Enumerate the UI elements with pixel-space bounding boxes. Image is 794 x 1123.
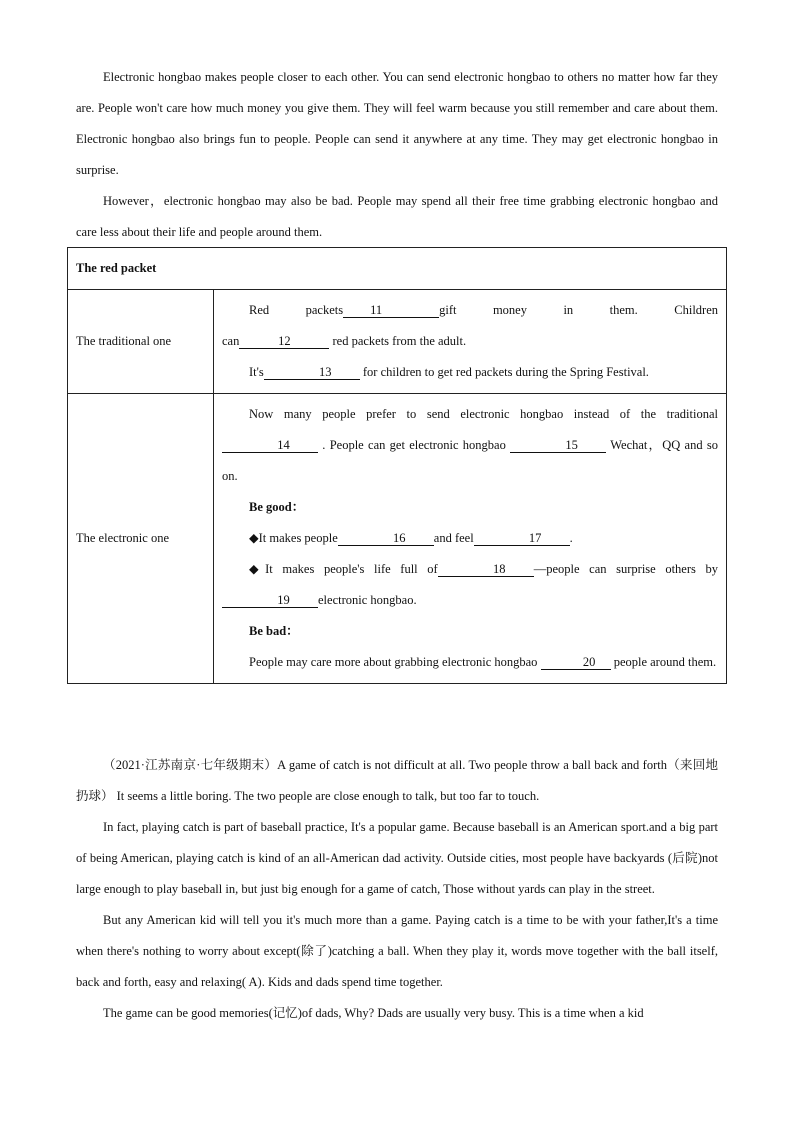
text-segment: electronic hongbao. <box>318 593 417 607</box>
text-segment: can <box>222 334 240 348</box>
text-segment: . <box>569 531 573 545</box>
traditional-line-2 <box>222 326 718 357</box>
text-segment: Red packets <box>249 303 344 317</box>
text-segment: ◆It makes people <box>249 531 338 545</box>
catch-paragraph-1: （2021·江苏南京·七年级期末）A game of catch is not difficult at all. Two people throw a ball back and forth（来回地扔球） It seems a little boring. The two people are close enough to talk, but too far to touch. <box>76 758 718 803</box>
blank-14[interactable]: 14 <box>222 438 318 453</box>
text-segment: people around them. <box>613 655 717 669</box>
row-label-traditional: The traditional one <box>68 290 214 394</box>
intro-paragraph-2: However，electronic hongbao may also be bad. People may spend all their free time grabbing electronic hongbao and care less about their life and people around them. <box>76 194 718 239</box>
catch-passage <box>76 750 718 1029</box>
text-segment: Now many people prefer to send electronic hongbao instead of the traditional <box>249 407 718 421</box>
text-segment: . People can get electronic hongbao <box>322 438 506 452</box>
blank-20[interactable]: 20 <box>541 655 611 670</box>
red-packet-table <box>67 247 727 684</box>
catch-paragraph-3: But any American kid will tell you it's much more than a game. Paying catch is a time to be with your father,It's a time when there's nothing to worry about except(除了)catching a ball. When they play it, words move together with the ball itself, back and forth, easy and relaxing( A). Kids and dads spend time together. <box>76 913 718 989</box>
traditional-line-3 <box>222 357 718 388</box>
table-row-electronic <box>68 394 727 684</box>
table-row-traditional <box>68 290 727 394</box>
table-title: The red packet <box>68 248 727 290</box>
text-segment: People may care more about grabbing electronic hongbao <box>249 655 538 669</box>
blank-11[interactable]: 11 <box>343 303 439 318</box>
text-segment: and feel <box>433 531 474 545</box>
be-bad-heading: Be bad： <box>249 624 299 638</box>
electronic-sentence-1 <box>222 399 718 492</box>
intro-passage <box>76 62 718 248</box>
blank-13[interactable]: 13 <box>264 365 360 380</box>
blank-16[interactable]: 16 <box>338 531 434 546</box>
text-segment: —people can surprise others by <box>533 562 719 576</box>
catch-paragraph-4: The game can be good memories(记忆)of dads, Why? Dads are usually very busy. This is a time when a kid <box>103 1006 644 1020</box>
text-segment: It's <box>249 365 264 379</box>
bad-point-1 <box>222 647 718 678</box>
blank-19[interactable]: 19 <box>222 593 318 608</box>
electronic-content <box>214 394 727 684</box>
blank-15[interactable]: 15 <box>510 438 606 453</box>
blank-17[interactable]: 17 <box>474 531 570 546</box>
good-point-1 <box>222 523 718 554</box>
blank-12[interactable]: 12 <box>239 334 329 349</box>
be-good-heading: Be good： <box>249 500 305 514</box>
good-point-2 <box>222 554 718 616</box>
text-segment: Wechat，QQ and so on. <box>222 438 719 483</box>
row-label-electronic: The electronic one <box>68 394 214 684</box>
catch-paragraph-2: In fact, playing catch is part of baseball practice, It's a popular game. Because baseball is an American sport.and a big part of being American, playing catch is kind of an all-American dad activity. Outside cities, most people have backyards (后院)not large enough to play baseball in, but just big enough for a game of catch, Those without yards can play in the street. <box>76 820 718 896</box>
traditional-line-1 <box>222 295 718 326</box>
text-segment: for children to get red packets during the Spring Festival. <box>362 365 649 379</box>
text-segment: ◆It makes people's life full of <box>249 562 438 576</box>
traditional-content <box>214 290 727 394</box>
blank-18[interactable]: 18 <box>438 562 534 577</box>
text-segment: gift money in them. Children <box>439 303 718 317</box>
intro-paragraph-1: Electronic hongbao makes people closer to each other. You can send electronic hongbao to others no matter how far they are. People won't care how much money you give them. They will feel warm because you still remember and care about them. Electronic hongbao also brings fun to people. People can send it anywhere at any time. They may get electronic hongbao in surprise. <box>76 70 718 177</box>
text-segment: red packets from the adult. <box>332 334 467 348</box>
